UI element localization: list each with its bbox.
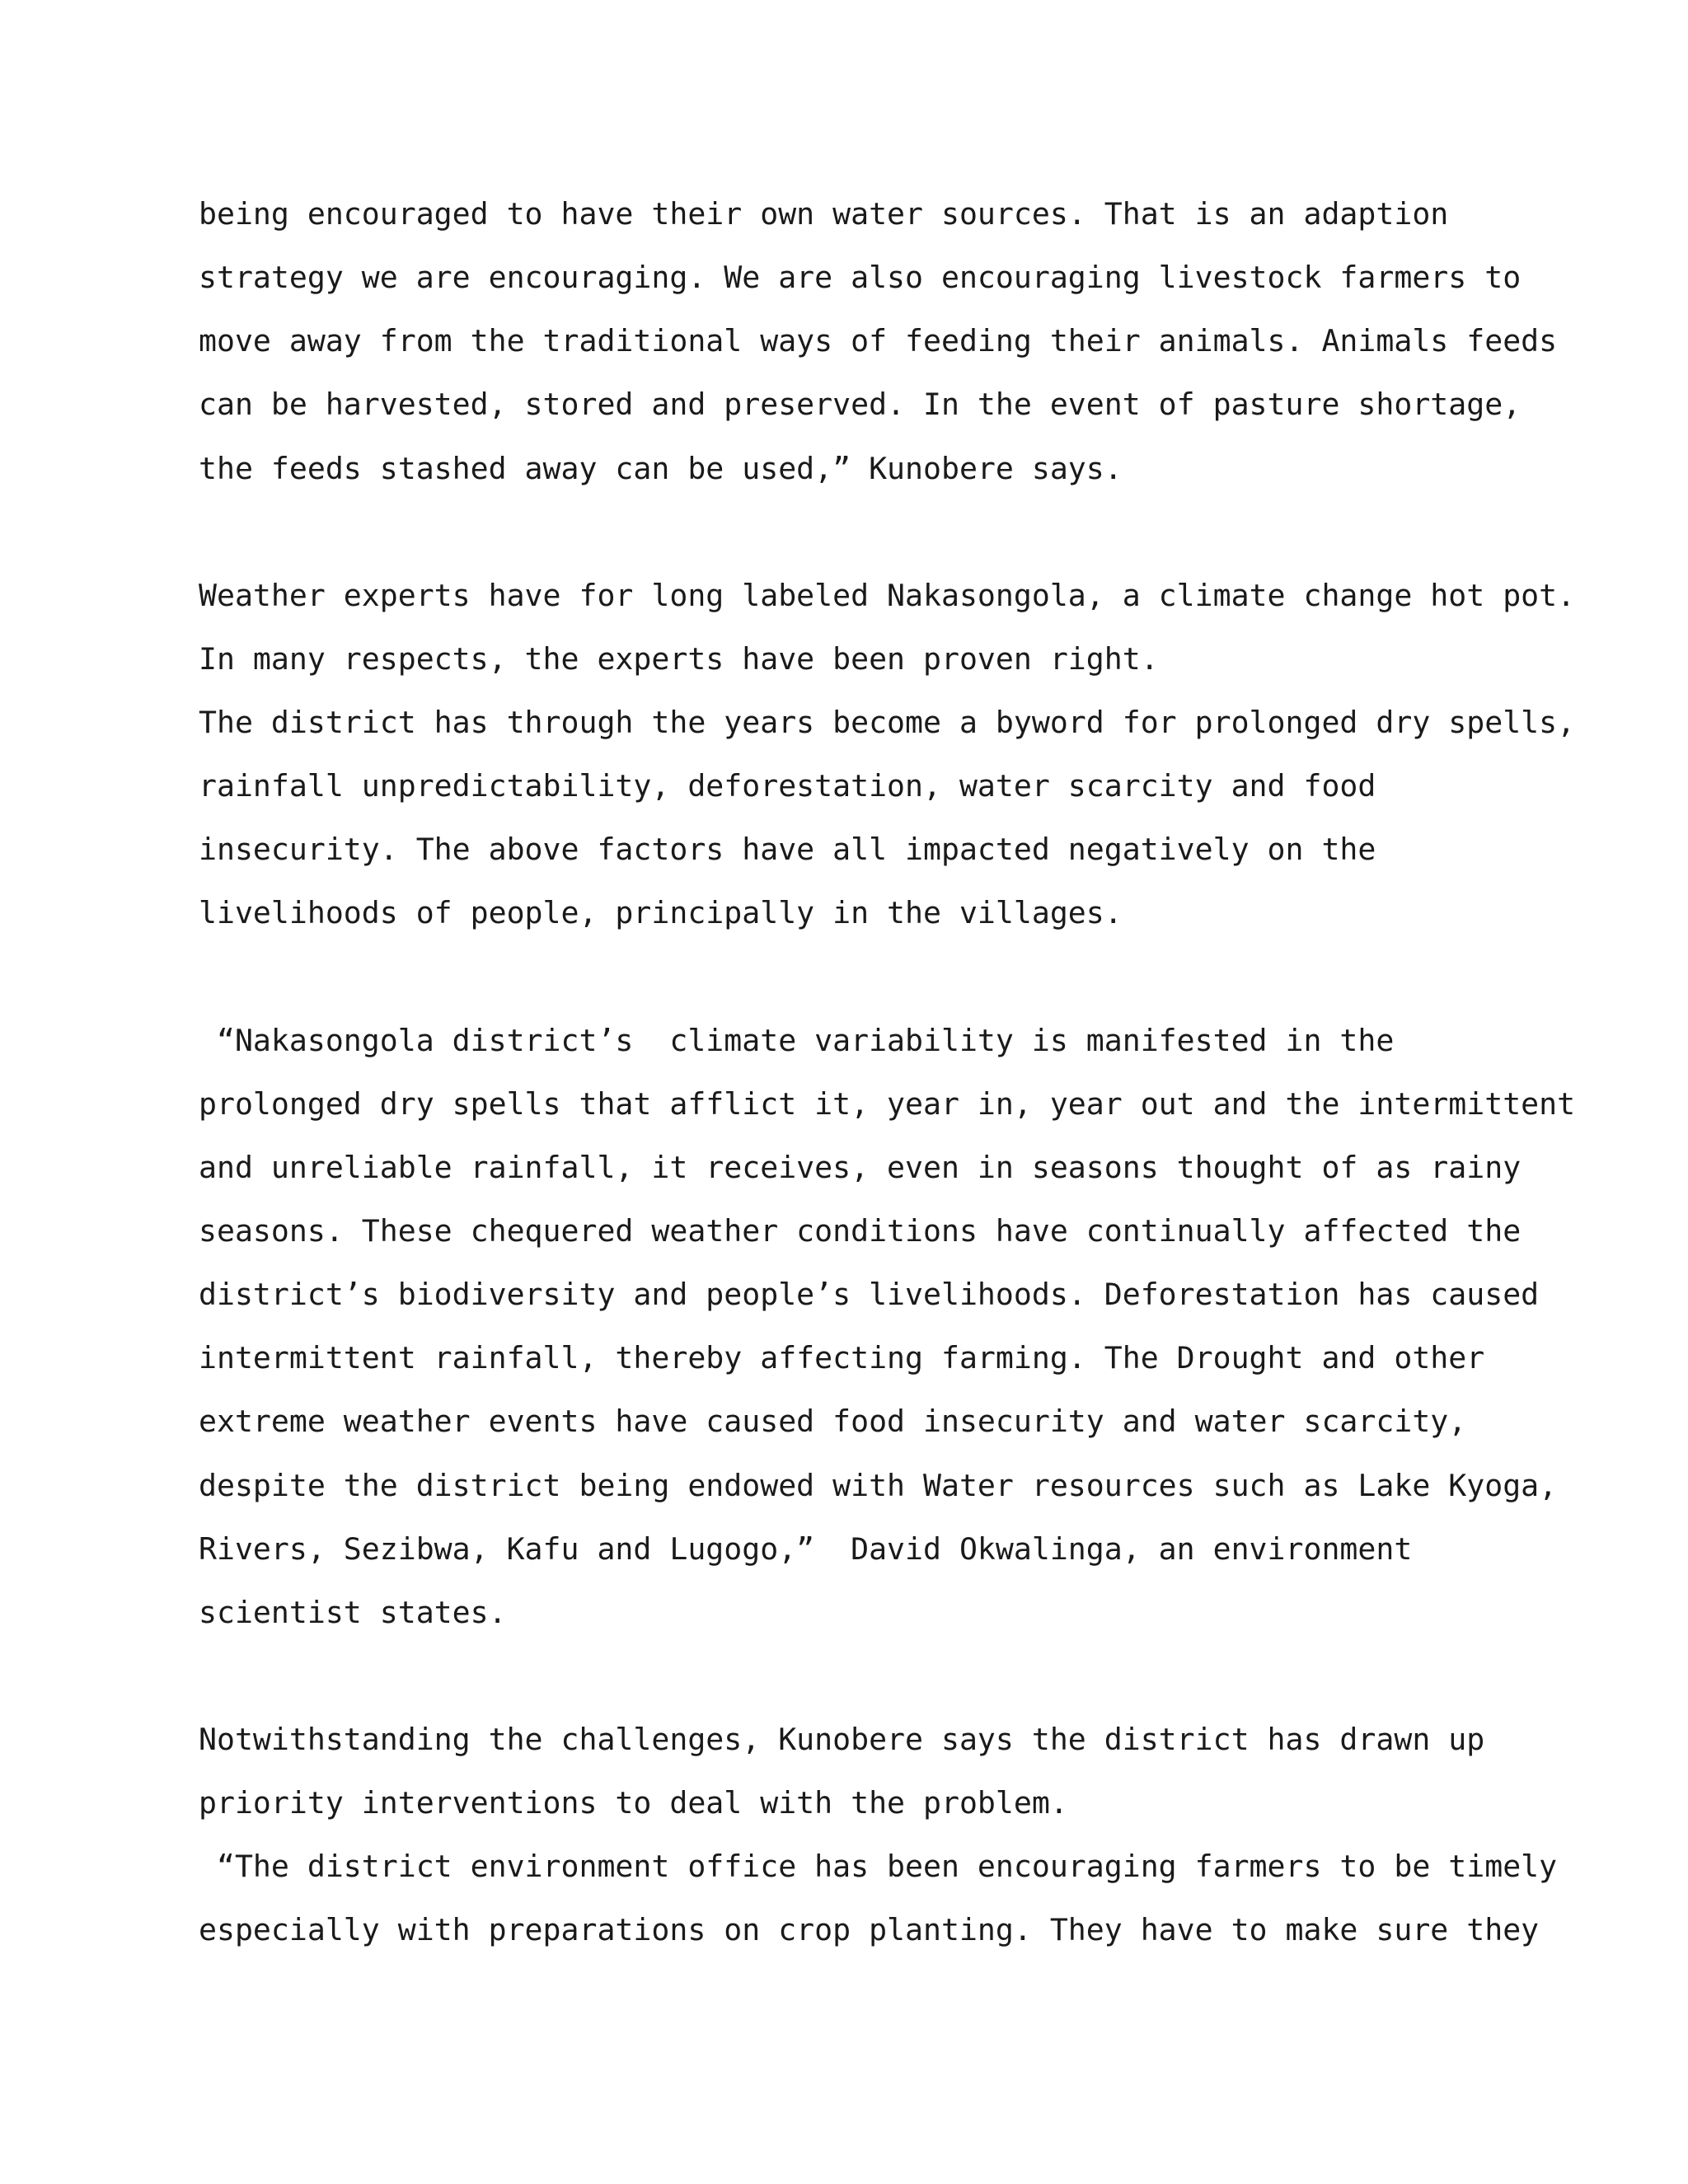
text-line: strategy we are encouraging. We are also encouraging livestock farmers to — [199, 260, 1522, 295]
text-line: the feeds stashed away can be used,” Kunobere says. — [199, 451, 1123, 486]
text-line: rainfall unpredictability, deforestation, water scarcity and food — [199, 768, 1376, 804]
text-line: can be harvested, stored and preserved. In the event of pasture shortage, — [199, 387, 1522, 422]
text-line: insecurity. The above factors have all impacted negatively on the — [199, 832, 1376, 867]
text-line: and unreliable rainfall, it receives, even in seasons thought of as rainy — [199, 1150, 1522, 1185]
text-line: extreme weather events have caused food insecurity and water scarcity, — [199, 1404, 1467, 1439]
text-line: livelihoods of people, principally in the villages. — [199, 895, 1123, 930]
text-line: district’s biodiversity and people’s livelihoods. Deforestation has caused — [199, 1277, 1540, 1312]
text-line: especially with preparations on crop planting. They have to make sure they — [199, 1912, 1540, 1947]
text-line: scientist states. — [199, 1595, 507, 1630]
text-line: “Nakasongola district’s climate variability is manifested in the — [199, 1023, 1395, 1058]
text-line: priority interventions to deal with the problem. — [199, 1785, 1068, 1821]
text-line: “The district environment office has been encouraging farmers to be timely — [199, 1849, 1558, 1884]
text-line: move away from the traditional ways of feeding their animals. Animals feeds — [199, 323, 1558, 359]
text-line: The district has through the years become a byword for prolonged dry spells, — [199, 705, 1576, 740]
text-line: despite the district being endowed with Water resources such as Lake Kyoga, — [199, 1468, 1558, 1503]
text-line: being encouraged to have their own water sources. That is an adaption — [199, 196, 1449, 232]
text-line: Weather experts have for long labeled Nakasongola, a climate change hot pot. — [199, 578, 1576, 613]
text-line: In many respects, the experts have been proven right. — [199, 641, 1159, 677]
text-line: prolonged dry spells that afflict it, year in, year out and the intermittent — [199, 1086, 1576, 1122]
text-line: Notwithstanding the challenges, Kunobere says the district has drawn up — [199, 1722, 1485, 1757]
text-line: intermittent rainfall, thereby affecting farming. The Drought and other — [199, 1340, 1485, 1376]
text-line: seasons. These chequered weather conditions have continually affected the — [199, 1213, 1522, 1249]
text-line: Rivers, Sezibwa, Kafu and Lugogo,” David Okwalinga, an environment — [199, 1531, 1413, 1567]
